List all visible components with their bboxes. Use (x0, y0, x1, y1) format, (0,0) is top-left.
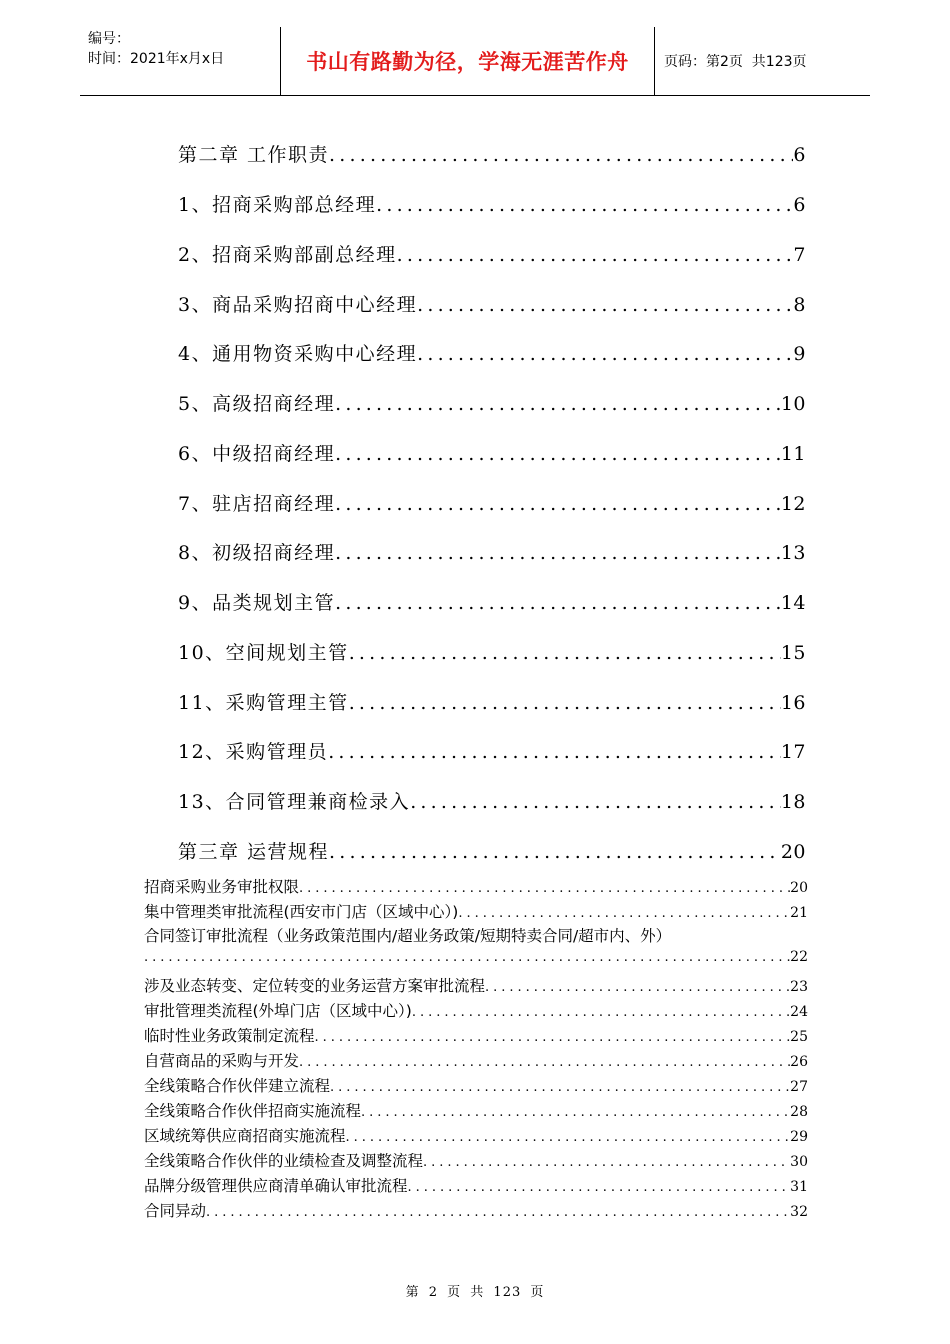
page-footer: 第 2 页 共 123 页 (405, 1285, 545, 1300)
toc-entry-page: 8 (793, 294, 806, 316)
toc-leader (397, 244, 794, 266)
toc-subentry-page: 22 (790, 949, 808, 965)
header-motto: 书山有路勤为径，学海无涯苦作舟 (306, 50, 629, 74)
toc-entry-page: 6 (793, 194, 806, 216)
toc-entry-page: 9 (793, 343, 806, 365)
toc-entry-page: 15 (780, 642, 806, 664)
toc-subentry-title: 招商采购业务审批权限 (144, 878, 300, 896)
toc-subentry[interactable] (144, 999, 808, 1021)
toc-subentry[interactable] (144, 1049, 808, 1071)
toc-leader (330, 1080, 790, 1095)
toc-leader (335, 592, 781, 614)
toc-entry-title: 8、初级招商经理 (178, 542, 336, 564)
toc-leader (299, 881, 790, 896)
toc-entry-page: 14 (780, 592, 806, 614)
toc-leader (349, 692, 781, 714)
toc-subentry-page: 25 (790, 1029, 808, 1045)
toc-leader (423, 1155, 790, 1170)
toc-leader (299, 1055, 790, 1070)
toc-subentry-title-wrapped[interactable]: 合同签订审批流程（业务政策范围内/超业务政策/短期特卖合同/超市内、外） (144, 927, 672, 945)
toc-subentry-page: 20 (790, 880, 808, 896)
toc-subentry-page: 24 (790, 1004, 808, 1020)
header-meta (88, 29, 280, 69)
toc-subentry[interactable] (144, 1099, 808, 1121)
toc-leader (361, 1105, 790, 1120)
toc-leader (335, 443, 781, 465)
toc-leader (315, 1030, 791, 1045)
toc-entry-page: 10 (780, 393, 806, 415)
toc-entry-title: 1、招商采购部总经理 (178, 194, 377, 216)
toc-entry-page: 6 (793, 144, 806, 166)
toc-subentry-page: 29 (790, 1129, 808, 1145)
toc-entry-title: 第三章 运营规程 (178, 841, 330, 863)
toc-subentry[interactable] (144, 875, 808, 897)
toc-subentry[interactable] (144, 1074, 808, 1096)
toc-leader (458, 906, 790, 921)
toc-subentry-title: 涉及业态转变、定位转变的业务运营方案审批流程 (144, 977, 486, 995)
toc-subentry-title: 临时性业务政策制定流程 (144, 1027, 315, 1045)
toc-subentry-page: 28 (790, 1104, 808, 1120)
toc-entry-title: 10、空间规划主管 (178, 642, 349, 664)
header-page-info: 页码：第2页 共123页 (664, 54, 807, 70)
toc-entry-title: 13、合同管理兼商检录入 (178, 791, 411, 813)
toc-entry-title: 3、商品采购招商中心经理 (178, 294, 418, 316)
toc-entry-title: 12、采购管理员 (178, 741, 329, 763)
toc-leader (346, 1130, 791, 1145)
toc-leader (335, 393, 781, 415)
toc-entry[interactable] (178, 837, 806, 864)
toc-leader (329, 144, 793, 166)
toc-subentry-page: 30 (790, 1154, 808, 1170)
toc-subentry-title: 合同异动 (144, 1202, 207, 1220)
toc-subentry[interactable] (144, 1174, 808, 1196)
toc-entry[interactable] (178, 389, 806, 416)
toc-entry-title: 2、招商采购部副总经理 (178, 244, 397, 266)
toc-subentry[interactable] (144, 974, 808, 996)
toc-leader (410, 791, 781, 813)
toc-subentry-page: 21 (790, 905, 808, 921)
toc-entry-page: 17 (780, 741, 806, 763)
toc-subentry-page: 27 (790, 1079, 808, 1095)
toc-subentry[interactable] (144, 900, 808, 922)
toc-entry-page: 16 (780, 692, 806, 714)
toc-subentry-title: 全线策略合作伙伴招商实施流程 (144, 1102, 362, 1120)
toc-entry[interactable] (178, 339, 806, 366)
toc-subentry-page: 31 (790, 1179, 808, 1195)
toc-subentry-title: 品牌分级管理供应商清单确认审批流程 (144, 1177, 408, 1195)
toc-entry-page: 11 (780, 443, 806, 465)
toc-leader (349, 642, 781, 664)
toc-entry-page: 13 (780, 542, 806, 564)
toc-entry[interactable] (178, 190, 806, 217)
toc-leader (335, 493, 781, 515)
toc-leader (328, 741, 781, 763)
toc-entry[interactable] (178, 737, 806, 764)
toc-entry[interactable] (178, 688, 806, 715)
toc-entry-title: 4、通用物资采购中心经理 (178, 343, 418, 365)
toc-entry-title: 6、中级招商经理 (178, 443, 336, 465)
toc-subentry-title: 全线策略合作伙伴建立流程 (144, 1077, 331, 1095)
toc-leader (417, 343, 793, 365)
toc-subentry[interactable] (144, 1124, 808, 1146)
time-label: 时间：2021年x月x日 (88, 51, 225, 67)
toc-entry[interactable] (178, 290, 806, 317)
toc-subentry-title: 审批管理类流程(外埠门店（区域中心）) (144, 1002, 412, 1020)
toc-subentry[interactable] (144, 1024, 808, 1046)
toc-leader (206, 1205, 790, 1220)
toc-entry[interactable] (178, 240, 806, 267)
toc-entry-title: 11、采购管理主管 (178, 692, 349, 714)
toc-subentry[interactable] (144, 1149, 808, 1171)
toc-subentry[interactable] (144, 1199, 808, 1221)
toc-subentry-title: 集中管理类审批流程(西安市门店（区域中心）) (144, 903, 459, 921)
toc-entry-title: 第二章 工作职责 (178, 144, 330, 166)
header-divider (654, 27, 655, 95)
toc-leader (412, 1005, 790, 1020)
toc-subentry[interactable] (144, 949, 808, 965)
toc-subentry-page: 32 (790, 1204, 808, 1220)
toc-leader (335, 542, 781, 564)
toc-leader (376, 194, 793, 216)
page-header (80, 27, 870, 96)
toc-entry-title: 7、驻店招商经理 (178, 493, 336, 515)
toc-entry-title: 5、高级招商经理 (178, 393, 336, 415)
toc-entry[interactable] (178, 439, 806, 466)
serial-label: 编号： (88, 31, 130, 47)
toc-subentry-title: 自营商品的采购与开发 (144, 1052, 300, 1070)
toc-entry-page: 7 (793, 244, 806, 266)
toc-entry[interactable] (178, 489, 806, 516)
toc-entry-page: 20 (780, 841, 806, 863)
toc-entry[interactable] (178, 140, 806, 167)
toc-leader (417, 294, 793, 316)
toc-entry[interactable] (178, 588, 806, 615)
toc-entry[interactable] (178, 538, 806, 565)
toc-entry-page: 18 (780, 791, 806, 813)
toc-leader (329, 841, 781, 863)
toc-leader (408, 1180, 791, 1195)
toc-subentry-page: 26 (790, 1054, 808, 1070)
toc-subentry-page: 23 (790, 979, 808, 995)
toc-subentry-title: 全线策略合作伙伴的业绩检查及调整流程 (144, 1152, 424, 1170)
toc-entry-page: 12 (780, 493, 806, 515)
toc-entry-title: 9、品类规划主管 (178, 592, 336, 614)
toc-leader (485, 980, 790, 995)
toc-leader (144, 950, 790, 965)
toc-subentry-title: 区域统筹供应商招商实施流程 (144, 1127, 346, 1145)
toc-entry[interactable] (178, 787, 806, 814)
toc-entry[interactable] (178, 638, 806, 665)
